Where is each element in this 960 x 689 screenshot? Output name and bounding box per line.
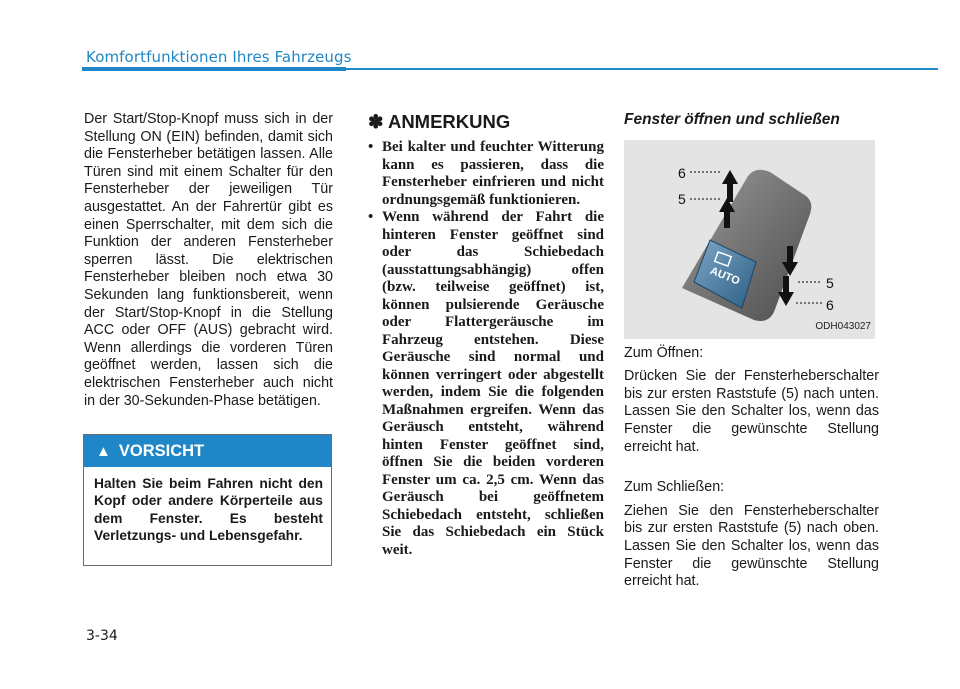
label-5: 5 [678,190,686,207]
note-column [368,111,604,559]
page-number: 3-34 [86,628,118,644]
note-item: • Wenn während der Fahrt die hinteren Fenster geöffnet sind oder das Schiebedach (ausstattungsabhängig) offen (bzw. teilweise geöffnet) ist, können pulsierende Geräusche oder Flattergeräusche im Fahrzeug entstehen. Diese Geräusche sind normal und können verringert oder abgestellt werden, indem Sie die folgenden Maßnahmen ergreifen. Wenn das Geräusch entsteht, während hinten Fenster geöffnet sind, öffnen Sie die beiden vorderen Fenster um ca. 2,5 cm. Wenn das Geräusch bei geöffnetem Schiebedach entsteht, schließen Sie das Schiebedach ein Stück weit. [368,209,604,559]
section-title: Fenster öffnen und schließen [624,111,840,128]
open-label: Zum Öffnen: [624,344,704,361]
figure-code: ODH043027 [815,321,871,332]
caution-box [83,434,332,566]
label-6: 6 [826,296,834,313]
label-5: 5 [826,274,834,291]
note-title: ✽ ANMERKUNG [368,111,511,132]
close-instructions: Ziehen Sie den Fensterheberschalter bis zur ersten Raststufe (5) nach oben. Lassen Sie den Schalter los, wenn das Fenster die gewünschte Stellung erreicht hat. [624,502,879,590]
switch-auto-text: AUTO [708,264,742,288]
header-rule-thick [82,67,346,71]
header-rule-thin [346,68,938,70]
window-switch-illustration [624,140,875,339]
intro-paragraph: Der Start/Stop-Knopf muss sich in der Stellung ON (EIN) befinden, damit sich die Fensterheber betätigen lassen. Alle Türen sind mit einem Schalter für den Fensterheber der jeweiligen Tür ausgestattet. An der Fahrertür gibt es einen Sperrschalter, mit dem sich die Funktion der anderen Fensterheber sperren lässt. Die elektrischen Fensterheber bleiben noch etwa 30 Sekunden lang funktionsbereit, wenn der Start/Stop-Knopf in die Stellung ACC oder OFF (AUS) gebracht wird. Wenn allerdings die vorderen Türen geöffnet werden, lassen sich die elektrischen Fensterheber auch nicht in der 30-Sekunden-Phase betätigen. [84,111,333,409]
caution-text: Halten Sie beim Fahren nicht den Kopf oder andere Körperteile aus dem Fenster. Es besteht Verletzungs- und Lebensgefahr. [94,476,323,544]
window-section [624,111,879,591]
section-header: Komfortfunktionen Ihres Fahrzeugs [86,48,352,66]
open-instructions: Drücken Sie der Fensterheberschalter bis zur ersten Raststufe (5) nach unten. Lassen Sie den Schalter los, wenn das Fenster die gewünschte Stellung erreicht hat. [624,368,879,455]
window-switch-figure [624,140,875,339]
caution-label: VORSICHT [118,441,205,460]
warning-triangle-icon: ▲ [96,442,111,460]
caution-header [84,435,331,467]
close-label: Zum Schließen: [624,479,725,496]
label-6: 6 [678,164,686,181]
note-item: • Bei kalter und feuchter Witterung kann es passieren, dass die Fensterheber einfrieren und nicht ordnungsgemäß funktionieren. [368,139,604,209]
note-list [368,139,604,559]
switch-panel [682,169,811,320]
